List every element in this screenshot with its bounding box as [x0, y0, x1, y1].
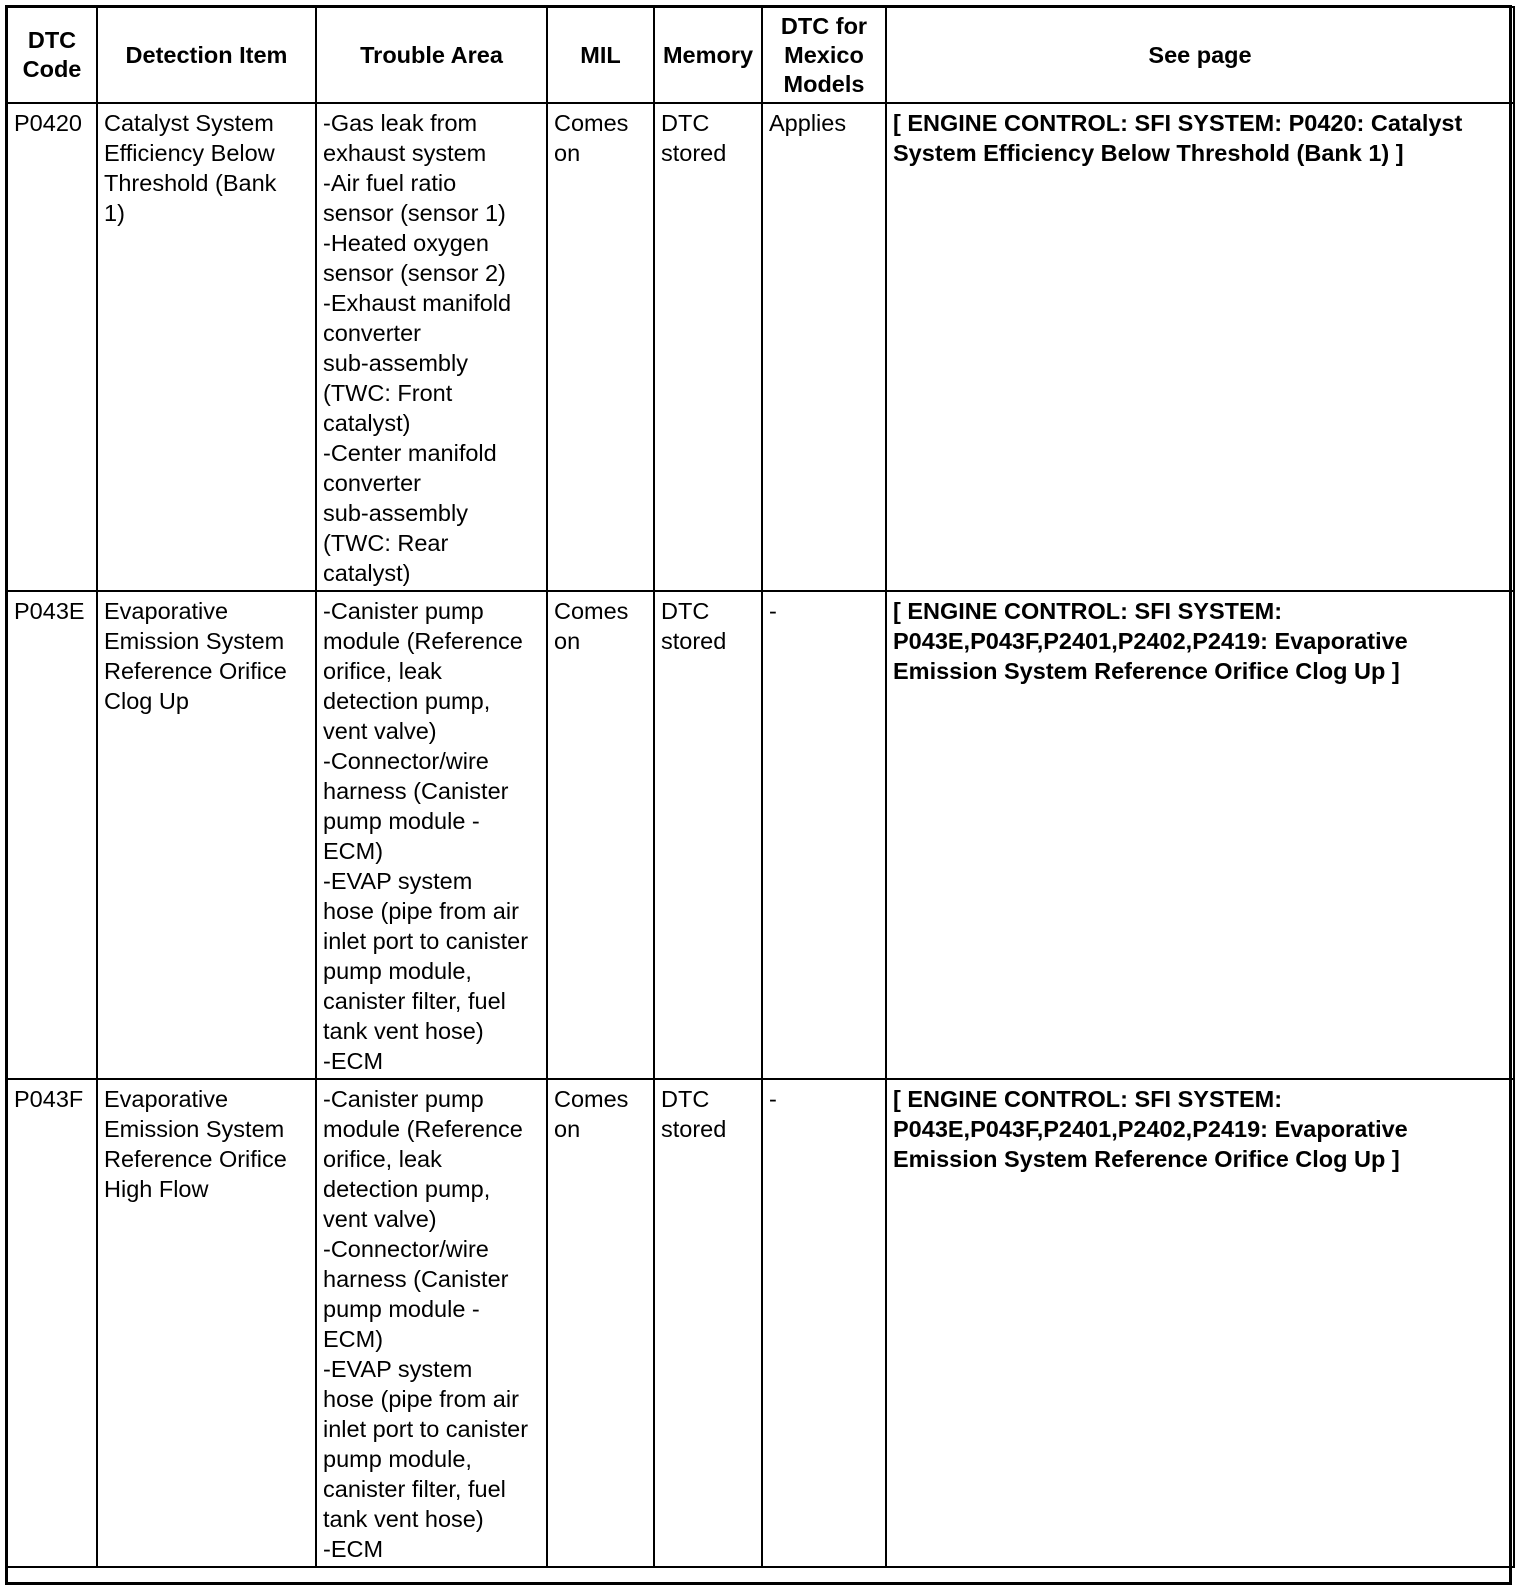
see-page-link[interactable]	[886, 591, 1514, 1079]
cell-line: canister filter, fuel	[323, 1476, 506, 1502]
memory-cell	[654, 591, 762, 1079]
mil-cell	[547, 591, 654, 1079]
cell-line: -Canister pump	[323, 598, 484, 624]
cell-line: sub-assembly	[323, 350, 468, 376]
cell-line: stored	[661, 140, 727, 166]
header-row	[7, 7, 1514, 103]
see-page-link[interactable]	[886, 103, 1514, 591]
cell-line: inlet port to canister	[323, 928, 529, 954]
cell-line: exhaust system	[323, 140, 487, 166]
dtc-code-cell: P0420	[7, 103, 97, 591]
cell-line: vent valve)	[323, 718, 437, 744]
header-dtc-code: DTC Code	[7, 7, 97, 103]
cell-line: -ECM	[323, 1048, 384, 1074]
cell-line: -Connector/wire	[323, 1236, 489, 1262]
cell-line: -Air fuel ratio	[323, 170, 457, 196]
cell-line: canister filter, fuel	[323, 988, 506, 1014]
cell-line: module (Reference	[323, 628, 523, 654]
cell-line: detection pump,	[323, 688, 491, 714]
cell-line: sensor (sensor 1)	[323, 200, 506, 226]
cell-line: Efficiency Below	[104, 140, 275, 166]
cell-line: -Exhaust manifold	[323, 290, 512, 316]
cell-line: vent valve)	[323, 1206, 437, 1232]
cell-line: -Connector/wire	[323, 748, 489, 774]
cell-line: Catalyst System	[104, 110, 274, 136]
detection-item-cell	[97, 591, 316, 1079]
trouble-area-cell	[316, 591, 547, 1079]
detection-item-cell	[97, 1079, 316, 1567]
cell-line: Emission System Reference Orifice Clog Up ]	[893, 1146, 1400, 1172]
table-row	[7, 591, 1514, 1079]
cell-line: -EVAP system	[323, 1356, 473, 1382]
cell-line: High Flow	[104, 1176, 209, 1202]
cell-line: ECM)	[323, 1326, 384, 1352]
see-page-link[interactable]	[886, 1079, 1514, 1567]
table-row	[7, 103, 1514, 591]
cell-line: module (Reference	[323, 1116, 523, 1142]
cell-line: DTC	[661, 110, 710, 136]
cell-line: -Center manifold	[323, 440, 497, 466]
header-see-page: See page	[886, 7, 1514, 103]
cell-line: pump module,	[323, 958, 472, 984]
cell-line: Comes	[554, 598, 629, 624]
cell-line: hose (pipe from air	[323, 898, 519, 924]
cell-line: Threshold (Bank	[104, 170, 277, 196]
mil-cell	[547, 103, 654, 591]
table-row	[7, 1079, 1514, 1567]
cell-line: stored	[661, 628, 727, 654]
cell-line: on	[554, 628, 581, 654]
cell-line: Evaporative	[104, 598, 229, 624]
cell-line: [ ENGINE CONTROL: SFI SYSTEM:	[893, 598, 1283, 624]
cell-line: -Canister pump	[323, 1086, 484, 1112]
dtc-code-cell: P043F	[7, 1079, 97, 1567]
memory-cell	[654, 103, 762, 591]
header-mil: MIL	[547, 7, 654, 103]
cell-line: sub-assembly	[323, 500, 468, 526]
cell-line: Clog Up	[104, 688, 189, 714]
mexico-cell: Applies	[762, 103, 886, 591]
cell-line: -Gas leak from	[323, 110, 478, 136]
cell-line: DTC	[661, 598, 710, 624]
cell-line: tank vent hose)	[323, 1018, 484, 1044]
header-memory: Memory	[654, 7, 762, 103]
cell-line: DTC	[661, 1086, 710, 1112]
cell-line: sensor (sensor 2)	[323, 260, 506, 286]
cell-line: (TWC: Rear	[323, 530, 449, 556]
memory-cell	[654, 1079, 762, 1567]
cell-line: Evaporative	[104, 1086, 229, 1112]
dtc-code-cell: P043E	[7, 591, 97, 1079]
mexico-cell: -	[762, 591, 886, 1079]
cell-line: 1)	[104, 200, 125, 226]
cell-line: orifice, leak	[323, 1146, 442, 1172]
mexico-cell: -	[762, 1079, 886, 1567]
cell-line: [ ENGINE CONTROL: SFI SYSTEM:	[893, 1086, 1283, 1112]
cell-line: P043E,P043F,P2401,P2402,P2419: Evaporative	[893, 628, 1408, 654]
cell-line: on	[554, 1116, 581, 1142]
cell-line: pump module -	[323, 808, 480, 834]
cell-line: -ECM	[323, 1536, 384, 1562]
mil-cell	[547, 1079, 654, 1567]
cell-line: harness (Canister	[323, 778, 509, 804]
cell-line: Emission System Reference Orifice Clog Up ]	[893, 658, 1400, 684]
cell-line: System Efficiency Below Threshold (Bank 1) ]	[893, 140, 1404, 166]
cell-line: on	[554, 140, 581, 166]
cell-line: [ ENGINE CONTROL: SFI SYSTEM: P0420: Catalyst	[893, 110, 1463, 136]
cell-line: ECM)	[323, 838, 384, 864]
cell-line: -Heated oxygen	[323, 230, 489, 256]
trouble-area-cell	[316, 103, 547, 591]
cell-line: converter	[323, 320, 421, 346]
header-detection-item: Detection Item	[97, 7, 316, 103]
cell-line: P043E,P043F,P2401,P2402,P2419: Evaporative	[893, 1116, 1408, 1142]
cell-line: catalyst)	[323, 410, 411, 436]
trouble-area-cell	[316, 1079, 547, 1567]
cell-line: Emission System	[104, 1116, 285, 1142]
cell-line: Emission System	[104, 628, 285, 654]
cell-line: harness (Canister	[323, 1266, 509, 1292]
cell-line: (TWC: Front	[323, 380, 453, 406]
header-trouble-area: Trouble Area	[316, 7, 547, 103]
cell-line: pump module -	[323, 1296, 480, 1322]
cell-line: Comes	[554, 1086, 629, 1112]
cell-line: Reference Orifice	[104, 658, 287, 684]
cell-line: orifice, leak	[323, 658, 442, 684]
cell-line: catalyst)	[323, 560, 411, 586]
cell-line: Reference Orifice	[104, 1146, 287, 1172]
cell-line: inlet port to canister	[323, 1416, 529, 1442]
cell-line: hose (pipe from air	[323, 1386, 519, 1412]
cell-line: detection pump,	[323, 1176, 491, 1202]
detection-item-cell	[97, 103, 316, 591]
cell-line: stored	[661, 1116, 727, 1142]
cell-line: converter	[323, 470, 421, 496]
cell-line: -EVAP system	[323, 868, 473, 894]
cell-line: tank vent hose)	[323, 1506, 484, 1532]
cell-line: Comes	[554, 110, 629, 136]
cell-line: pump module,	[323, 1446, 472, 1472]
header-dtc-mexico: DTC for Mexico Models	[762, 7, 886, 103]
dtc-table	[6, 6, 1515, 1568]
